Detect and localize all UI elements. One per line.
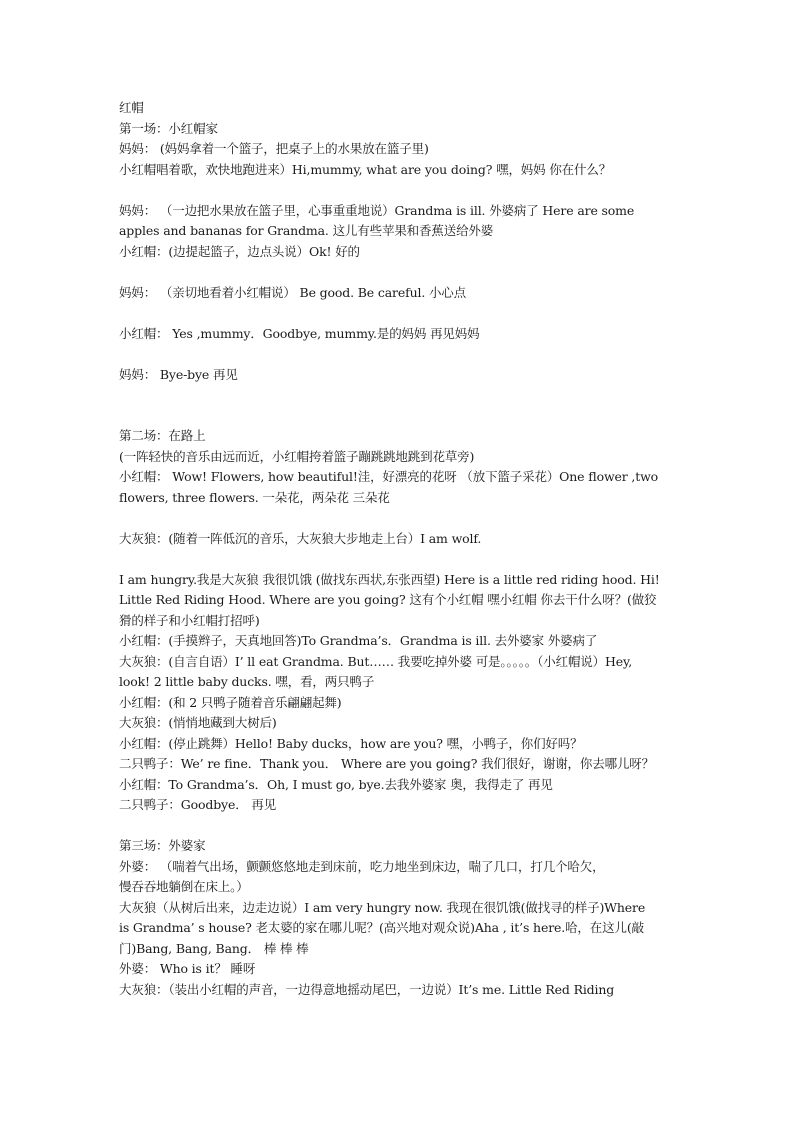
blank-line: [119, 816, 694, 837]
blank-line: [119, 549, 694, 570]
blank-line: [119, 406, 694, 427]
text-line: 大灰狼：（装出小红帽的声音，一边得意地摇动尾巴，一边说）It’s me. Little Red Riding: [119, 981, 615, 997]
text-line: 外婆： （喘着气出场，颤颤悠悠地走到床前，吃力地坐到床边，喘了几口，打几个哈欠，: [119, 858, 605, 874]
text-line: 小红帽：(停止跳舞）Hello! Baby ducks，how are you? 嘿，小鸭子，你们好吗？: [119, 735, 583, 751]
text-line: 大灰狼：(悄悄地藏到大树后): [119, 715, 277, 730]
blank-line: [119, 180, 694, 201]
text-line: 小红帽： Yes ,mummy．Goodbye, mummy.是的妈妈 再见妈妈: [119, 325, 480, 341]
text-line: 小红帽：(和 2 只鸭子随着音乐翩翩起舞): [119, 694, 342, 710]
document-body: [119, 119, 694, 1001]
text-line: 小红帽： Wow! Flowers, how beautiful!洼，好漂亮的花呀 （放下篮子采花）One flower ,two: [119, 469, 659, 484]
text-line: 第一场：小红帽家: [119, 120, 218, 136]
text-line: 妈妈： Bye-bye 再见: [119, 366, 238, 382]
text-line: is Grandma’ s house? 老太婆的家在哪儿呢？(高兴地对观众说)Aha , it’s here.哈，在这儿(敲: [119, 920, 644, 935]
text-line: 第二场：在路上: [119, 428, 206, 443]
text-line: Little Red Riding Hood. Where are you going? 这有个小红帽 嘿小红帽 你去干什么呀？(做狡: [119, 592, 657, 607]
text-line: (一阵轻快的音乐由远而近，小红帽挎着篮子蹦跳跳地跳到花草旁): [119, 448, 475, 464]
blank-line: [119, 344, 694, 365]
text-line: flowers, three flowers. 一朵花，两朵花 三朵花: [119, 489, 390, 505]
text-line: 大灰狼：(自言自语）I’ ll eat Grandma. But…… 我要吃掉外婆 可是。。。。。（小红帽说）Hey,: [119, 653, 633, 669]
text-line: 妈妈： （亲切地看着小红帽说） Be good. Be careful. 小心点: [119, 284, 467, 300]
text-line: apples and bananas for Grandma. 这儿有些苹果和香蕉送给外婆: [119, 223, 494, 238]
blank-line: [119, 262, 694, 283]
document-title: 红帽: [119, 100, 144, 115]
text-line: 大灰狼（从树后出来，边走边说）I am very hungry now. 我现在很饥饿(做找寻的样子)Where: [119, 899, 646, 915]
text-line: 二只鸭子：We’ re fine．Thank you． Where are you going? 我们很好，谢谢，你去哪儿呀？: [119, 756, 654, 771]
blank-line: [119, 385, 694, 406]
text-line: 小红帽：(手摸辫子，天真地回答)To Grandma’s．Grandma is ill. 去外婆家 外婆病了: [119, 633, 598, 648]
text-line: look! 2 little baby ducks. 嘿，看，两只鸭子: [119, 674, 375, 689]
text-line: 小红帽：(边提起篮子，边点头说）Ok! 好的: [119, 243, 360, 259]
text-line: 小红帽唱着歌，欢快地跑进来）Hi,mummy, what are you doing? 嘿，妈妈 你在什么？: [119, 161, 612, 177]
text-line: I am hungry.我是大灰狼 我很饥饿 (做找东西状,东张西望) Here is a little red riding hood. Hi!: [119, 571, 660, 587]
text-line: 妈妈： （一边把水果放在篮子里，心事重重地说）Grandma is ill. 外婆病了 Here are some: [119, 202, 635, 218]
blank-line: [119, 508, 694, 529]
text-line: 外婆： Who is it？ 睡呀: [119, 961, 256, 976]
blank-line: [119, 303, 694, 324]
text-line: 门)Bang, Bang, Bang． 棒 棒 棒: [119, 940, 309, 956]
text-line: 小红帽：To Grandma’s．Oh, I must go, bye.去我外婆家 奥，我得走了 再见: [119, 776, 553, 792]
text-line: 大灰狼：(随着一阵低沉的音乐，大灰狼大步地走上台）I am wolf.: [119, 530, 482, 546]
text-line: 第三场：外婆家: [119, 838, 206, 853]
text-line: 二只鸭子：Goodbye． 再见: [119, 797, 277, 812]
text-line: 妈妈： (妈妈拿着一个篮子，把桌子上的水果放在篮子里): [119, 141, 429, 156]
text-line: 慢吞吞地躺倒在床上。）: [119, 879, 249, 894]
text-line: 猾的样子和小红帽打招呼): [119, 612, 260, 628]
